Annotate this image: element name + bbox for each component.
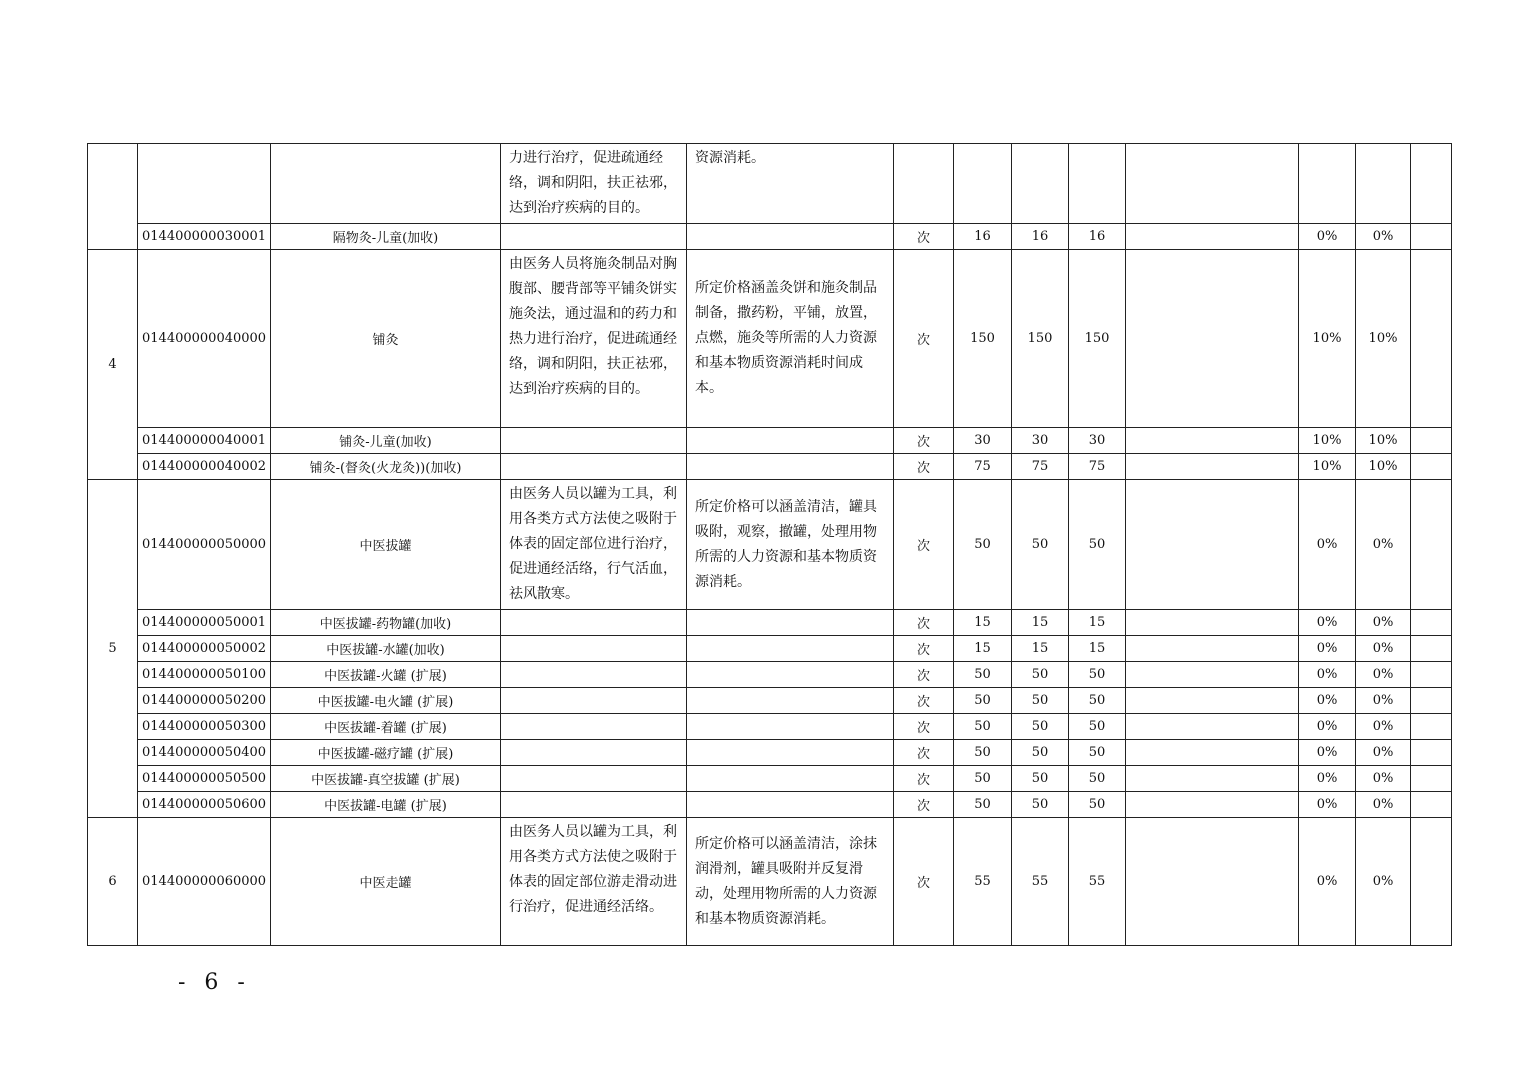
connotation-cell: 所定价格涵盖灸饼和施灸制品制备，撒药粉，平铺，放置，点燃，施灸等所需的人力资源和基本物质资源消耗时间成本。 bbox=[687, 250, 894, 428]
unit-cell: 次 bbox=[894, 428, 954, 454]
name-cell: 中医拔罐-电火罐 (扩展) bbox=[271, 688, 501, 714]
content-cell bbox=[501, 766, 687, 792]
ratio-cell: 0% bbox=[1356, 662, 1411, 688]
extra-cell bbox=[1411, 250, 1452, 428]
code-cell: 014400000050600 bbox=[138, 792, 271, 818]
code-cell: 014400000050001 bbox=[138, 610, 271, 636]
connotation-cell bbox=[687, 610, 894, 636]
price-cell: 50 bbox=[1069, 662, 1126, 688]
extra-cell bbox=[1411, 636, 1452, 662]
unit-cell: 次 bbox=[894, 250, 954, 428]
content-cell bbox=[501, 636, 687, 662]
ratio-cell: 0% bbox=[1356, 636, 1411, 662]
table-row bbox=[88, 454, 1452, 480]
price-cell: 50 bbox=[954, 662, 1012, 688]
price-cell: 15 bbox=[954, 636, 1012, 662]
price-cell: 16 bbox=[954, 224, 1012, 250]
unit-cell: 次 bbox=[894, 714, 954, 740]
content-cell: 力进行治疗，促进疏通经络，调和阴阳，扶正祛邪，达到治疗疾病的目的。 bbox=[501, 144, 687, 224]
connotation-cell bbox=[687, 454, 894, 480]
price-cell: 55 bbox=[1069, 818, 1126, 946]
table-row bbox=[88, 740, 1452, 766]
table-row bbox=[88, 224, 1452, 250]
ratio-cell: 10% bbox=[1299, 428, 1356, 454]
remark-cell bbox=[1126, 662, 1299, 688]
price-cell: 150 bbox=[1069, 250, 1126, 428]
extra-cell bbox=[1411, 792, 1452, 818]
price-cell: 16 bbox=[1069, 224, 1126, 250]
ratio-cell: 10% bbox=[1356, 250, 1411, 428]
price-cell: 50 bbox=[954, 792, 1012, 818]
price-cell: 50 bbox=[1069, 714, 1126, 740]
connotation-cell bbox=[687, 714, 894, 740]
price-cell: 50 bbox=[954, 714, 1012, 740]
unit-cell: 次 bbox=[894, 662, 954, 688]
connotation-cell bbox=[687, 662, 894, 688]
remark-cell bbox=[1126, 714, 1299, 740]
ratio-cell bbox=[1299, 144, 1356, 224]
price-cell: 50 bbox=[1012, 766, 1069, 792]
ratio-cell: 0% bbox=[1356, 610, 1411, 636]
connotation-cell bbox=[687, 688, 894, 714]
code-cell: 014400000050100 bbox=[138, 662, 271, 688]
extra-cell bbox=[1411, 662, 1452, 688]
code-cell: 014400000050002 bbox=[138, 636, 271, 662]
name-cell: 中医拔罐-电罐 (扩展) bbox=[271, 792, 501, 818]
code-cell: 014400000040001 bbox=[138, 428, 271, 454]
price-cell: 50 bbox=[954, 480, 1012, 610]
code-cell: 014400000050000 bbox=[138, 480, 271, 610]
table-row bbox=[88, 688, 1452, 714]
content-cell bbox=[501, 224, 687, 250]
ratio-cell: 0% bbox=[1356, 818, 1411, 946]
ratio-cell: 0% bbox=[1299, 766, 1356, 792]
code-cell: 014400000060000 bbox=[138, 818, 271, 946]
ratio-cell: 0% bbox=[1299, 662, 1356, 688]
table-row bbox=[88, 250, 1452, 428]
price-cell bbox=[954, 144, 1012, 224]
content-cell: 由医务人员以罐为工具，利用各类方式方法使之吸附于体表的固定部位进行治疗，促进通经活络，行气活血，祛风散寒。 bbox=[501, 480, 687, 610]
connotation-cell: 资源消耗。 bbox=[687, 144, 894, 224]
ratio-cell: 0% bbox=[1299, 714, 1356, 740]
table-row bbox=[88, 636, 1452, 662]
seq-cell bbox=[88, 144, 138, 250]
remark-cell bbox=[1126, 428, 1299, 454]
ratio-cell: 0% bbox=[1356, 766, 1411, 792]
unit-cell: 次 bbox=[894, 480, 954, 610]
name-cell: 隔物灸-儿童(加收) bbox=[271, 224, 501, 250]
ratio-cell: 0% bbox=[1356, 480, 1411, 610]
code-cell: 014400000050500 bbox=[138, 766, 271, 792]
price-cell: 15 bbox=[1012, 636, 1069, 662]
extra-cell bbox=[1411, 818, 1452, 946]
ratio-cell: 10% bbox=[1356, 428, 1411, 454]
name-cell: 铺灸 bbox=[271, 250, 501, 428]
connotation-cell: 所定价格可以涵盖清洁，涂抹润滑剂，罐具吸附并反复滑动，处理用物所需的人力资源和基本物质资源消耗。 bbox=[687, 818, 894, 946]
extra-cell bbox=[1411, 224, 1452, 250]
connotation-cell bbox=[687, 766, 894, 792]
unit-cell: 次 bbox=[894, 740, 954, 766]
ratio-cell: 0% bbox=[1299, 740, 1356, 766]
name-cell: 中医拔罐-真空拔罐 (扩展) bbox=[271, 766, 501, 792]
remark-cell bbox=[1126, 688, 1299, 714]
remark-cell bbox=[1126, 224, 1299, 250]
unit-cell: 次 bbox=[894, 636, 954, 662]
name-cell: 中医走罐 bbox=[271, 818, 501, 946]
price-cell: 50 bbox=[1069, 688, 1126, 714]
ratio-cell: 0% bbox=[1299, 818, 1356, 946]
price-cell: 75 bbox=[1069, 454, 1126, 480]
connotation-cell: 所定价格可以涵盖清洁，罐具吸附，观察，撤罐，处理用物所需的人力资源和基本物质资源消耗。 bbox=[687, 480, 894, 610]
connotation-cell bbox=[687, 740, 894, 766]
code-cell bbox=[138, 144, 271, 224]
price-cell: 150 bbox=[1012, 250, 1069, 428]
ratio-cell: 10% bbox=[1356, 454, 1411, 480]
extra-cell bbox=[1411, 740, 1452, 766]
price-cell: 16 bbox=[1012, 224, 1069, 250]
code-cell: 014400000040002 bbox=[138, 454, 271, 480]
remark-cell bbox=[1126, 792, 1299, 818]
price-cell: 150 bbox=[954, 250, 1012, 428]
content-cell bbox=[501, 688, 687, 714]
name-cell: 中医拔罐-火罐 (扩展) bbox=[271, 662, 501, 688]
remark-cell bbox=[1126, 766, 1299, 792]
name-cell: 中医拔罐-磁疗罐 (扩展) bbox=[271, 740, 501, 766]
table-row bbox=[88, 818, 1452, 946]
price-table bbox=[87, 143, 1452, 946]
code-cell: 014400000040000 bbox=[138, 250, 271, 428]
name-cell: 铺灸-(督灸(火龙灸))(加收) bbox=[271, 454, 501, 480]
extra-cell bbox=[1411, 454, 1452, 480]
table-row bbox=[88, 428, 1452, 454]
price-cell: 50 bbox=[1069, 740, 1126, 766]
code-cell: 014400000050400 bbox=[138, 740, 271, 766]
name-cell: 铺灸-儿童(加收) bbox=[271, 428, 501, 454]
code-cell: 014400000050200 bbox=[138, 688, 271, 714]
content-cell bbox=[501, 792, 687, 818]
name-cell: 中医拔罐-药物罐(加收) bbox=[271, 610, 501, 636]
price-cell: 15 bbox=[1069, 610, 1126, 636]
ratio-cell: 0% bbox=[1299, 224, 1356, 250]
name-cell: 中医拔罐 bbox=[271, 480, 501, 610]
content-cell bbox=[501, 428, 687, 454]
table-row bbox=[88, 662, 1452, 688]
ratio-cell: 0% bbox=[1299, 610, 1356, 636]
price-cell: 75 bbox=[1012, 454, 1069, 480]
table-row bbox=[88, 766, 1452, 792]
price-cell: 50 bbox=[954, 688, 1012, 714]
remark-cell bbox=[1126, 250, 1299, 428]
unit-cell: 次 bbox=[894, 688, 954, 714]
ratio-cell: 0% bbox=[1299, 688, 1356, 714]
ratio-cell: 0% bbox=[1299, 636, 1356, 662]
price-cell: 50 bbox=[1012, 740, 1069, 766]
connotation-cell bbox=[687, 428, 894, 454]
price-cell: 50 bbox=[1069, 792, 1126, 818]
remark-cell bbox=[1126, 480, 1299, 610]
ratio-cell: 0% bbox=[1299, 480, 1356, 610]
ratio-cell: 0% bbox=[1356, 714, 1411, 740]
table-row bbox=[88, 610, 1452, 636]
remark-cell bbox=[1126, 610, 1299, 636]
extra-cell bbox=[1411, 766, 1452, 792]
table-row bbox=[88, 792, 1452, 818]
content-cell bbox=[501, 740, 687, 766]
remark-cell bbox=[1126, 454, 1299, 480]
unit-cell: 次 bbox=[894, 818, 954, 946]
remark-cell bbox=[1126, 636, 1299, 662]
extra-cell bbox=[1411, 688, 1452, 714]
unit-cell: 次 bbox=[894, 766, 954, 792]
ratio-cell: 0% bbox=[1356, 792, 1411, 818]
price-cell: 50 bbox=[954, 740, 1012, 766]
content-cell bbox=[501, 610, 687, 636]
extra-cell bbox=[1411, 428, 1452, 454]
ratio-cell: 10% bbox=[1299, 454, 1356, 480]
price-cell: 50 bbox=[954, 766, 1012, 792]
price-cell: 15 bbox=[1012, 610, 1069, 636]
price-cell: 50 bbox=[1069, 480, 1126, 610]
table-row bbox=[88, 480, 1452, 610]
connotation-cell bbox=[687, 636, 894, 662]
ratio-cell: 10% bbox=[1299, 250, 1356, 428]
price-cell: 30 bbox=[1012, 428, 1069, 454]
extra-cell bbox=[1411, 610, 1452, 636]
seq-cell: 6 bbox=[88, 818, 138, 946]
content-cell bbox=[501, 454, 687, 480]
unit-cell: 次 bbox=[894, 224, 954, 250]
ratio-cell: 0% bbox=[1299, 792, 1356, 818]
extra-cell bbox=[1411, 144, 1452, 224]
content-cell: 由医务人员以罐为工具，利用各类方式方法使之吸附于体表的固定部位游走滑动进行治疗，促进通经活络。 bbox=[501, 818, 687, 946]
remark-cell bbox=[1126, 144, 1299, 224]
code-cell: 014400000050300 bbox=[138, 714, 271, 740]
price-cell: 15 bbox=[1069, 636, 1126, 662]
price-cell: 30 bbox=[954, 428, 1012, 454]
name-cell: 中医拔罐-着罐 (扩展) bbox=[271, 714, 501, 740]
ratio-cell: 0% bbox=[1356, 740, 1411, 766]
code-cell: 014400000030001 bbox=[138, 224, 271, 250]
seq-cell: 4 bbox=[88, 250, 138, 480]
remark-cell bbox=[1126, 818, 1299, 946]
unit-cell bbox=[894, 144, 954, 224]
price-cell: 50 bbox=[1012, 714, 1069, 740]
connotation-cell bbox=[687, 224, 894, 250]
price-cell: 50 bbox=[1012, 792, 1069, 818]
connotation-cell bbox=[687, 792, 894, 818]
content-cell bbox=[501, 662, 687, 688]
ratio-cell: 0% bbox=[1356, 688, 1411, 714]
content-cell: 由医务人员将施灸制品对胸腹部、腰背部等平铺灸饼实施灸法，通过温和的药力和热力进行治疗，促进疏通经络，调和阴阳，扶正祛邪，达到治疗疾病的目的。 bbox=[501, 250, 687, 428]
price-cell: 30 bbox=[1069, 428, 1126, 454]
ratio-cell bbox=[1356, 144, 1411, 224]
table-row bbox=[88, 144, 1452, 224]
extra-cell bbox=[1411, 714, 1452, 740]
content-cell bbox=[501, 714, 687, 740]
price-cell: 15 bbox=[954, 610, 1012, 636]
price-cell: 50 bbox=[1012, 688, 1069, 714]
name-cell: 中医拔罐-水罐(加收) bbox=[271, 636, 501, 662]
ratio-cell: 0% bbox=[1356, 224, 1411, 250]
price-cell: 75 bbox=[954, 454, 1012, 480]
unit-cell: 次 bbox=[894, 792, 954, 818]
page-number: - 6 - bbox=[178, 970, 251, 995]
price-cell bbox=[1012, 144, 1069, 224]
unit-cell: 次 bbox=[894, 610, 954, 636]
price-cell: 50 bbox=[1069, 766, 1126, 792]
price-cell: 55 bbox=[1012, 818, 1069, 946]
seq-cell: 5 bbox=[88, 480, 138, 818]
name-cell bbox=[271, 144, 501, 224]
price-cell: 50 bbox=[1012, 480, 1069, 610]
unit-cell: 次 bbox=[894, 454, 954, 480]
extra-cell bbox=[1411, 480, 1452, 610]
price-cell: 55 bbox=[954, 818, 1012, 946]
remark-cell bbox=[1126, 740, 1299, 766]
price-cell: 50 bbox=[1012, 662, 1069, 688]
price-cell bbox=[1069, 144, 1126, 224]
table-row bbox=[88, 714, 1452, 740]
